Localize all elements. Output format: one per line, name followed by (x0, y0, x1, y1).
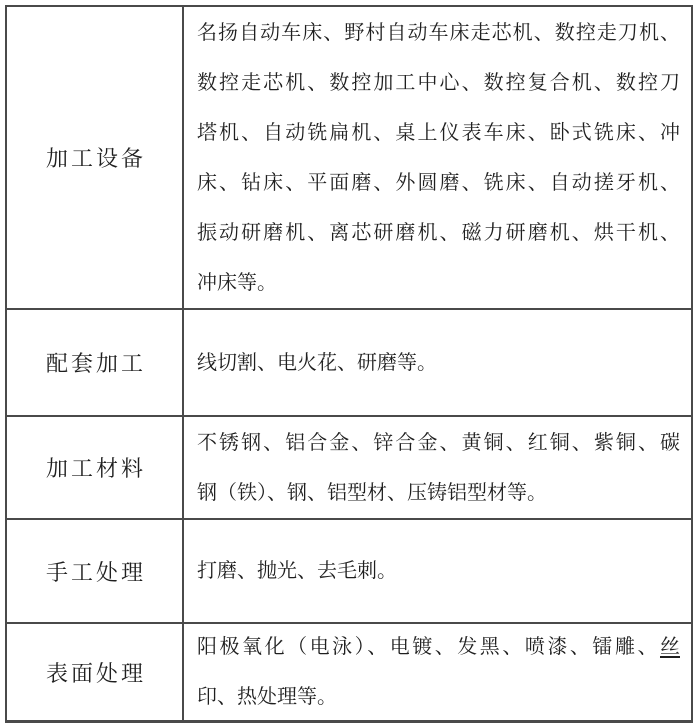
content-line (197, 158, 680, 208)
row-content-cell (184, 417, 691, 518)
content-line-text: 名扬自动车床、野村自动车床走芯机、数控走刀机、 (197, 21, 680, 44)
content-line (197, 258, 680, 308)
table-row-processing-materials (7, 417, 691, 520)
content-line (197, 58, 680, 108)
content-line-text: 印、热处理等。 (197, 686, 337, 708)
content-line (197, 338, 680, 388)
content-line-text: 塔机、自动铣扁机、桌上仪表车床、卧式铣床、冲 (197, 121, 680, 144)
row-content-cell (184, 520, 691, 622)
content-line-text: 冲床等。 (197, 271, 277, 294)
row-label-cell (7, 624, 184, 720)
table-row-manual-processing (7, 520, 691, 624)
row-label-cell (7, 520, 184, 622)
content-line (197, 546, 680, 596)
table-row-supporting-processing (7, 310, 691, 417)
content-line (197, 8, 680, 58)
row-label: 表面处理 (45, 660, 146, 686)
row-label-cell (7, 7, 184, 308)
content-line-text: 床、钻床、平面磨、外圆磨、铣床、自动搓牙机、 (197, 171, 680, 194)
content-line-text: 打磨、抛光、去毛刺。 (197, 560, 397, 582)
content-line (197, 418, 680, 468)
content-line (197, 468, 680, 518)
content-line (197, 208, 680, 258)
row-content-cell (184, 310, 691, 415)
row-label: 加工材料 (45, 456, 146, 481)
row-label-cell (7, 417, 184, 518)
content-line-text: 振动研磨机、离芯研磨机、磁力研磨机、烘干机、 (197, 221, 680, 244)
content-line-text: 数控走芯机、数控加工中心、数控复合机、数控刀 (197, 71, 680, 94)
underlined-text: 丝 (660, 636, 680, 658)
row-label-cell (7, 310, 184, 415)
table-row-surface-treatment (7, 624, 691, 720)
content-line (197, 108, 680, 158)
content-line-text: 不锈钢、铝合金、锌合金、黄铜、红铜、紫铜、碳 (197, 431, 680, 454)
content-line-text: 阳极氧化（电泳）、电镀、发黑、喷漆、镭雕、 (197, 636, 660, 658)
row-label: 加工设备 (45, 146, 146, 171)
row-label: 配套加工 (45, 351, 146, 376)
content-line-text: 线切割、电火花、研磨等。 (197, 351, 437, 374)
content-line (197, 624, 680, 672)
row-content-cell (184, 7, 691, 308)
table-row-processing-equipment (7, 7, 691, 310)
content-line-text: 钢（铁）、钢、铝型材、压铸铝型材等。 (197, 481, 547, 504)
row-label: 手工处理 (45, 559, 146, 585)
content-line (197, 672, 680, 720)
process-capability-table (5, 5, 693, 723)
row-content-cell (184, 624, 691, 720)
